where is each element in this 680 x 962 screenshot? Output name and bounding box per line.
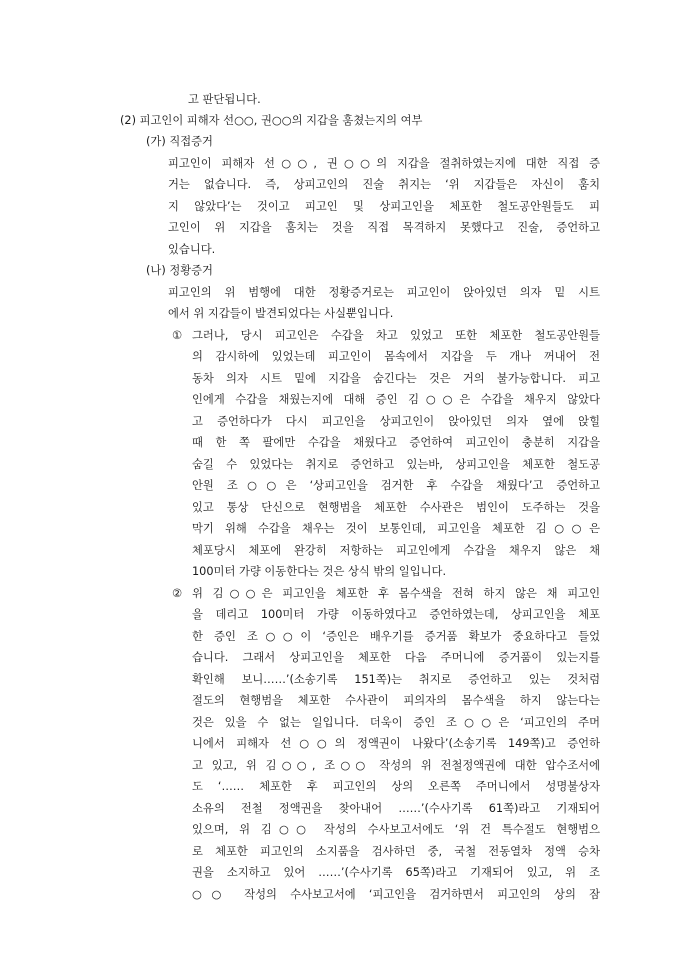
list-marker-2: ②	[172, 587, 183, 600]
subsection-heading: (가) 직접증거	[146, 135, 213, 148]
text-line: 을 데리고 100미터 가량 이동하였다고 증언하였는데, 상피고인을 체포	[192, 608, 600, 621]
text-line: 한 증인 조○○이 ‘증인은 배우기를 증거품 확보가 중요하다고 들었	[192, 630, 600, 643]
text-line: 로 체포한 피고인의 소지품을 검사하던 중, 국철 전동열차 정액 승차	[192, 845, 600, 858]
text-line: 있고 통상 단신으로 현행범을 체포한 수사관은 범인이 도주하는 것을	[192, 501, 600, 514]
text-line: 그러나, 당시 피고인은 수갑을 차고 있었고 또한 체포한 철도공안원들	[192, 329, 600, 342]
text-line: 소유의 전철 정액권을 찾아내어 ……’(수사기록 61쪽)라고 기재되어	[192, 802, 600, 815]
list-marker-1: ①	[172, 329, 183, 342]
text-line: 100미터 가량 이동한다는 것은 상식 밖의 일입니다.	[192, 565, 447, 578]
text-line: 막기 위해 수갑을 채우는 것이 보통인데, 피고인을 체포한 김○○은	[192, 522, 600, 535]
text-line: 습니다. 그래서 상피고인을 체포한 다음 주머니에 증거품이 있는지를	[192, 651, 600, 664]
text-line: 있으며, 위 김○○ 작성의 수사보고서에도 ‘위 건 특수절도 현행범으	[192, 823, 600, 836]
section-heading: (2) 피고인이 피해자 선○○, 권○○의 지갑을 훔쳤는지의 여부	[120, 114, 423, 127]
text-line: 권을 소지하고 있어 ……’(수사기록 65쪽)라고 기재되어 있고, 위 조	[192, 866, 600, 879]
text-line: 안원 조○○은 ‘상피고인을 검거한 후 수갑을 채웠다’고 증언하고	[192, 479, 600, 492]
text-line: 도 ‘…… 체포한 후 피고인의 상의 오른쪽 주머니에서 성명불상자	[192, 780, 600, 793]
text-line: 있습니다.	[168, 243, 216, 256]
text-line: 니에서 피해자 선○○의 정액권이 나왔다’(소송기록 149쪽)고 증언하	[192, 737, 600, 750]
text-line: 동차 의자 시트 밑에 지갑을 숨긴다는 것은 거의 불가능합니다. 피고	[192, 372, 600, 385]
text-line: 지 않았다’는 것이고 피고인 및 상피고인을 체포한 철도공안원들도 피	[168, 200, 600, 213]
text-line: 위 김○○은 피고인을 체포한 후 몸수색을 전혀 하지 않은 채 피고인	[192, 587, 600, 600]
text-line: 고 판단됩니다.	[188, 93, 261, 106]
text-line: 에서 위 지갑들이 발견되었다는 사실뿐입니다.	[168, 307, 394, 320]
text-line: 고 증언하다가 다시 피고인을 상피고인이 앉아있던 의자 옆에 앉힐	[192, 415, 600, 428]
text-line: 때 한 쪽 팔에만 수갑을 채웠다고 증언하여 피고인이 충분히 지갑을	[192, 436, 600, 449]
text-line: 고 있고, 위 김○○, 조○○ 작성의 위 전철정액권에 대한 압수조서에	[192, 759, 600, 772]
text-line: ○○ 작성의 수사보고서에 ‘피고인을 검거하면서 피고인의 상의 잠	[192, 888, 600, 901]
text-line: 고인이 위 지갑을 훔치는 것을 직접 목격하지 못했다고 진술, 증언하고	[168, 221, 600, 234]
text-line: 거는 없습니다. 즉, 상피고인의 진술 취지는 ‘위 지갑들은 자신이 훔치	[168, 178, 600, 191]
text-line: 체포당시 체포에 완강히 저항하는 피고인에게 수갑을 채우지 않은 채	[192, 544, 600, 557]
text-line: 것은 있을 수 없는 일입니다. 더욱이 증인 조○○은 ‘피고인의 주머	[192, 716, 600, 729]
subsection-heading: (나) 정황증거	[146, 264, 213, 277]
text-line: 절도의 현행범을 체포한 수사관이 피의자의 몸수색을 하지 않는다는	[192, 694, 600, 707]
text-line: 피고인의 위 범행에 대한 정황증거로는 피고인이 앉아있던 의자 밑 시트	[168, 286, 600, 299]
text-line: 인에게 수갑을 채웠는지에 대해 증인 김○○은 수갑을 채우지 않았다	[192, 393, 600, 406]
text-line: 피고인이 피해자 선○○, 권○○의 지갑을 절취하였는지에 대한 직접 증	[168, 157, 600, 170]
text-line: 숨길 수 있었다는 취지로 증언하고 있는바, 상피고인을 체포한 철도공	[192, 458, 600, 471]
text-line: 확인해 보니……’(소송기록 151쪽)는 취지로 증언하고 있는 것처럼	[192, 673, 600, 686]
text-line: 의 감시하에 있었는데 피고인이 몸속에서 지갑을 두 개나 꺼내어 전	[192, 350, 600, 363]
